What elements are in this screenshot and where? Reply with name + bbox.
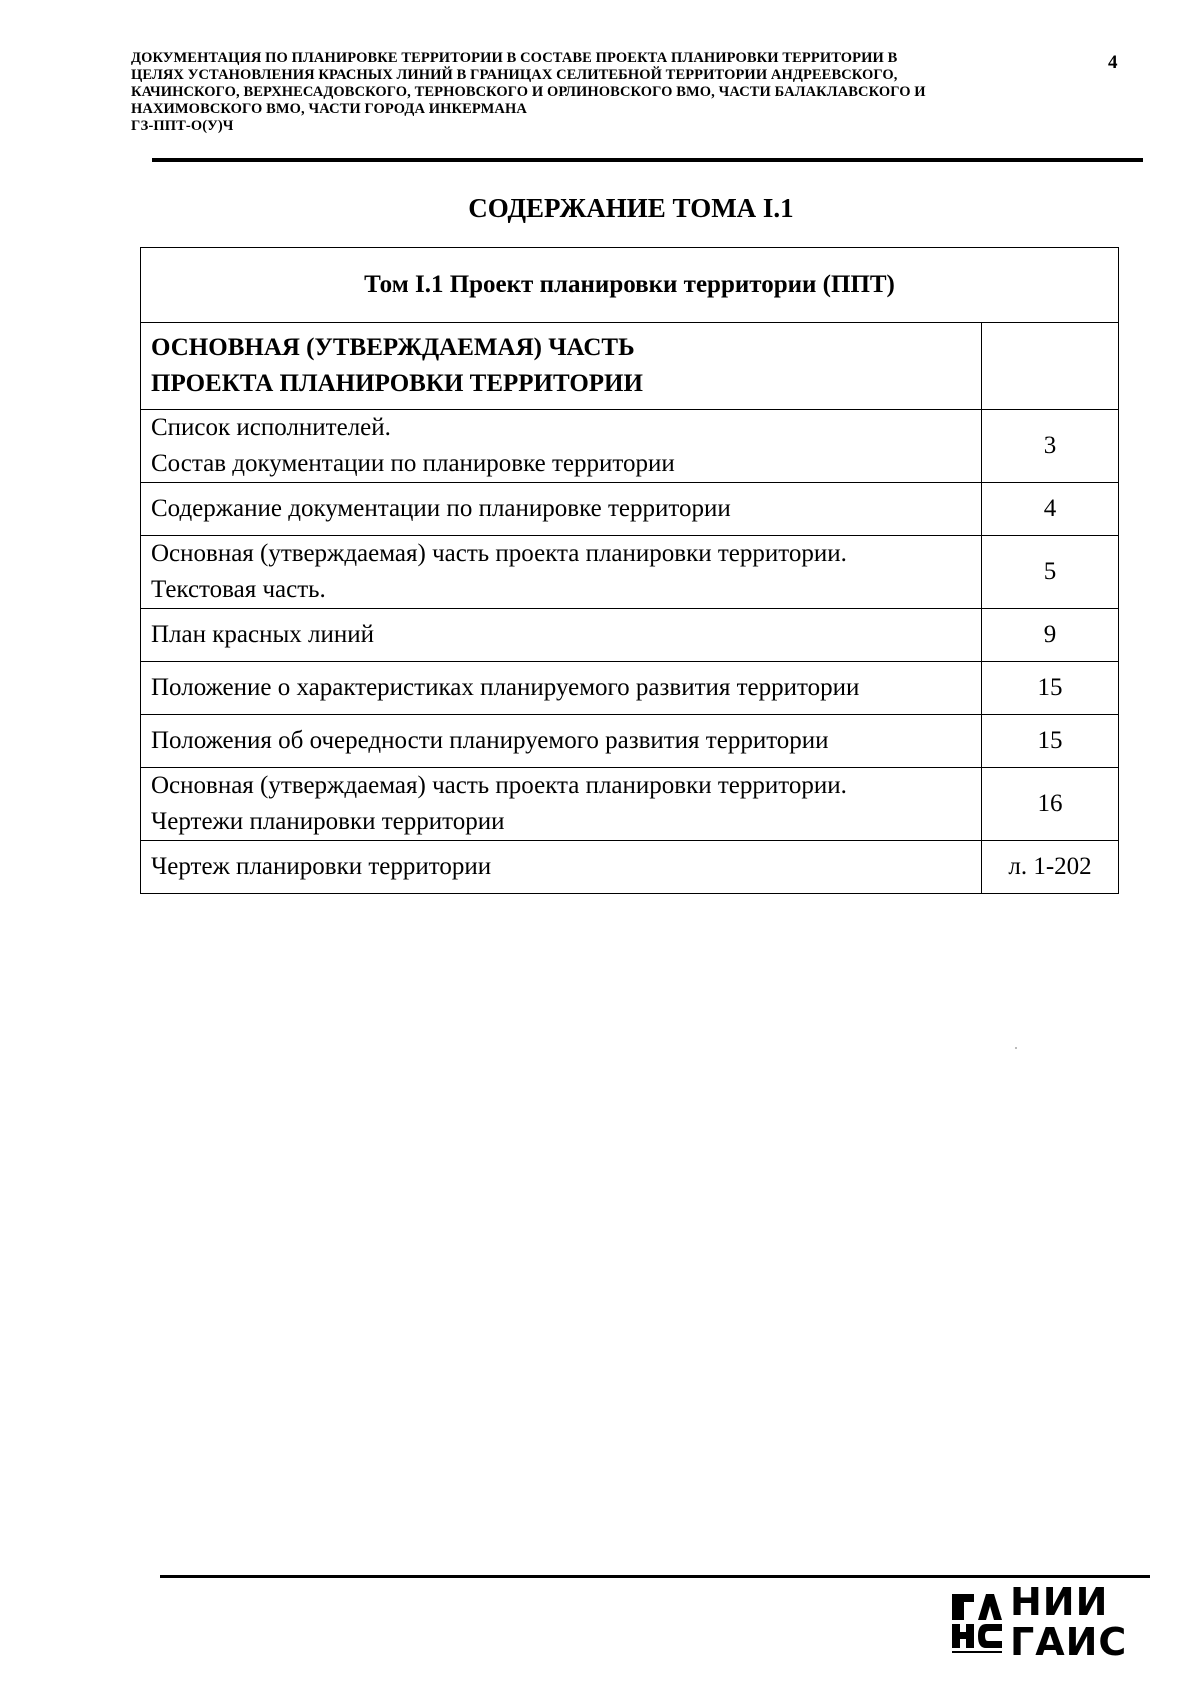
header-divider <box>152 158 1143 162</box>
header-line-3: КАЧИНСКОГО, ВЕРХНЕСАДОВСКОГО, ТЕРНОВСКОГО И ОРЛИНОВСКОГО ВМО, ЧАСТИ БАЛАКЛАВСКОГО И <box>131 84 926 100</box>
logo-line-2: ГАИС <box>1010 1620 1128 1664</box>
table-row <box>141 768 1119 841</box>
entry-page: 3 <box>982 410 1119 483</box>
scan-speck <box>1015 1047 1017 1049</box>
volume-title-row <box>141 248 1119 323</box>
section-heading <box>141 323 982 410</box>
contents-table <box>140 247 1119 894</box>
footer-divider <box>160 1575 1150 1578</box>
nii-gais-logo <box>950 1580 1135 1664</box>
table-row <box>141 536 1119 609</box>
entry-title <box>141 536 982 609</box>
logo-wordmark <box>1010 1582 1127 1662</box>
entry-title-line-2: Состав документации по планировке территории <box>151 450 675 477</box>
entry-title-line-1: Чертеж планировки территории <box>151 853 492 880</box>
entry-title-line-1: Содержание документации по планировке территории <box>151 495 731 522</box>
section-heading-line-1: ОСНОВНАЯ (УТВЕРЖДАЕМАЯ) ЧАСТЬ <box>151 334 635 361</box>
entry-page: 15 <box>982 715 1119 768</box>
entry-title <box>141 662 982 715</box>
table-row <box>141 715 1119 768</box>
entry-title <box>141 715 982 768</box>
entry-title <box>141 410 982 483</box>
document-header <box>131 50 1061 135</box>
header-line-4: НАХИМОВСКОГО ВМО, ЧАСТИ ГОРОДА ИНКЕРМАНА <box>131 101 527 117</box>
entry-title <box>141 768 982 841</box>
entry-page: 5 <box>982 536 1119 609</box>
page-title: СОДЕРЖАНИЕ ТОМА I.1 <box>468 193 794 223</box>
table-row <box>141 841 1119 894</box>
entry-title-line-1: План красных линий <box>151 621 375 648</box>
entry-title-line-1: Список исполнителей. <box>151 414 391 441</box>
page-number: 4 <box>1108 52 1118 73</box>
header-line-2: ЦЕЛЯХ УСТАНОВЛЕНИЯ КРАСНЫХ ЛИНИЙ В ГРАНИЦАХ СЕЛИТЕБНОЙ ТЕРРИТОРИИ АНДРЕЕВСКОГО, <box>131 67 898 83</box>
logo-line-1: НИИ <box>1010 1580 1109 1624</box>
entry-page: 15 <box>982 662 1119 715</box>
entry-title-line-2: Текстовая часть. <box>151 576 326 603</box>
entry-page: 4 <box>982 483 1119 536</box>
table-row <box>141 483 1119 536</box>
table-row <box>141 410 1119 483</box>
entry-title-line-1: Основная (утверждаемая) часть проекта планировки территории. <box>151 772 847 799</box>
entry-title-line-2: Чертежи планировки территории <box>151 808 505 835</box>
entry-title-line-1: Положение о характеристиках планируемого развития территории <box>151 674 860 701</box>
entry-title-line-1: Основная (утверждаемая) часть проекта планировки территории. <box>151 540 847 567</box>
section-heading-line-2: ПРОЕКТА ПЛАНИРОВКИ ТЕРРИТОРИИ <box>151 370 643 397</box>
entry-title <box>141 609 982 662</box>
entry-page: 16 <box>982 768 1119 841</box>
table-row <box>141 609 1119 662</box>
section-header-row <box>141 323 1119 410</box>
section-page-cell <box>982 323 1119 410</box>
table-row <box>141 662 1119 715</box>
entry-title <box>141 483 982 536</box>
header-line-1: ДОКУМЕНТАЦИЯ ПО ПЛАНИРОВКЕ ТЕРРИТОРИИ В СОСТАВЕ ПРОЕКТА ПЛАНИРОВКИ ТЕРРИТОРИИ В <box>131 50 898 66</box>
entry-title <box>141 841 982 894</box>
entry-title-line-1: Положения об очередности планируемого развития территории <box>151 727 829 754</box>
entry-page: л. 1-202 <box>982 841 1119 894</box>
entry-page: 9 <box>982 609 1119 662</box>
volume-title: Том I.1 Проект планировки территории (ППТ) <box>141 248 1119 323</box>
header-doc-code: ГЗ-ППТ-О(У)Ч <box>131 118 234 134</box>
nii-gais-emblem-icon <box>950 1590 1004 1656</box>
